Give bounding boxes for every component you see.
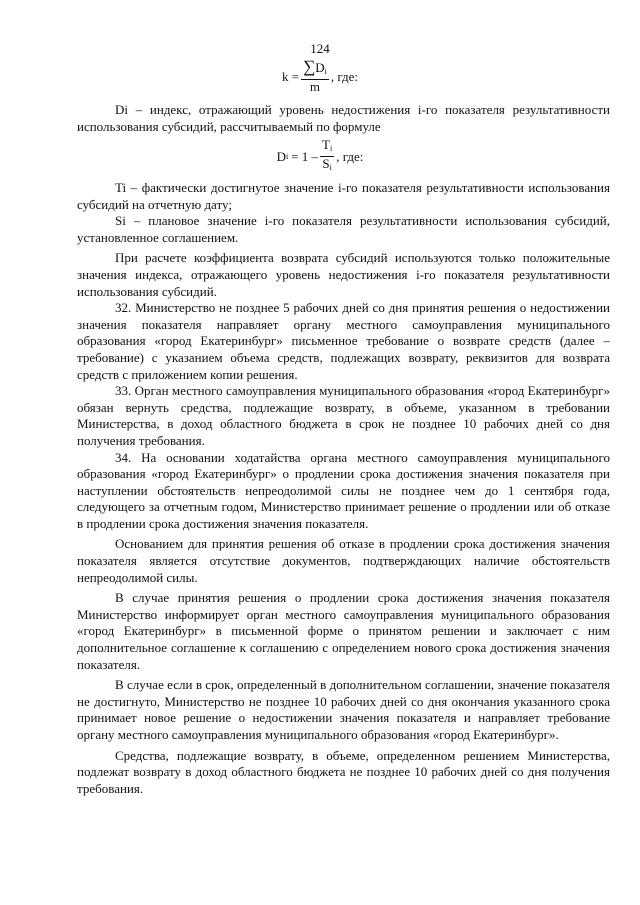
paragraph: Ti – фактически достигнутое значение i-го показателя результативности использования субсидий на отчетную дату;	[77, 180, 610, 212]
paragraph: 33. Орган местного самоуправления муниципального образования «город Екатеринбург» обязан вернуть средства, подлежащие возврату, в объеме, указанном в требовании Министерства, в доход областного бюджета в срок не позднее 10 рабочих дней со дня получения требования.	[77, 383, 610, 448]
formula-d-fraction	[320, 138, 334, 175]
formula-d-numerator	[320, 138, 334, 157]
page-number: 124	[310, 41, 330, 56]
formula-k-fraction	[301, 57, 329, 94]
formula-d	[0, 138, 640, 175]
document-body	[77, 180, 610, 797]
formula-d-den-sub: i	[329, 163, 332, 172]
paragraph: Si – плановое значение i-го показателя результативности использования субсидий, установленное соглашением.	[77, 213, 610, 245]
paragraph: Di – индекс, отражающий уровень недостижения i-го показателя результативности использования субсидий, рассчитываемый по формуле	[77, 102, 610, 134]
formula-d-num-var: T	[322, 137, 330, 152]
formula-k-lhs: k =	[281, 69, 300, 84]
formula-k-num-sub: i	[324, 67, 327, 76]
formula-d-lhs-var: D	[276, 148, 286, 164]
formula-k-sigma: ∑	[303, 57, 316, 76]
paragraph: Основанием для принятия решения об отказе в продлении срока достижения значения показателя является отсутствие документов, подтверждающих наличие обстоятельств непреодолимой силы.	[77, 536, 610, 585]
paragraph: 34. На основании ходатайства органа местного самоуправления муниципального образования «город Екатеринбург» о продлении срока достижения значения показателя при наступлении обстоятельств непреодолимой силы не позднее чем до 1 сентября года, следующего за отчетным годом, Министерство принимает решение о продлении или об отказе в продлении срока достижения значения показателя.	[77, 449, 610, 531]
formula-k	[0, 57, 640, 94]
paragraph-di-definition	[77, 102, 610, 135]
formula-k-numerator	[301, 57, 329, 80]
formula-d-denominator	[320, 157, 333, 175]
formula-k-denominator: m	[309, 79, 321, 94]
paragraph: В случае принятия решения о продлении срока достижения значения показателя Министерство информирует орган местного самоуправления муниципального образования «город Екатеринбург» в письменной форме о принятом решении и заключает с ним дополнительное соглашение к соглашению с определением нового срока достижения значения показателя.	[77, 590, 610, 672]
formula-d-eq: = 1 –	[291, 148, 319, 164]
formula-d-den-var: S	[322, 156, 330, 171]
formula-k-tail: , где:	[330, 69, 359, 84]
paragraph: При расчете коэффициента возврата субсидий используются только положительные значения индекса, отражающего уровень недостижения i-го показателя результативности использования субсидий.	[77, 250, 610, 299]
paragraph: В случае если в срок, определенный в дополнительном соглашении, значение показателя не достигнуто, Министерство не позднее 10 рабочих дней со дня окончания указанного срока принимает новое решение о недостижении значения показателя и направляет требование органу местного самоуправления муниципального образования «город Екатеринбург».	[77, 677, 610, 742]
formula-d-lhs-sub: i	[285, 152, 289, 161]
paragraph: 32. Министерство не позднее 5 рабочих дней со дня принятия решения о недостижении значения показателя направляет органу местного самоуправления муниципального образования «город Екатеринбург» письменное требование о возврате средств (далее – требование) с указанием объема средств, подлежащих возврату, реквизитов для возврата средств с приложением копии решения.	[77, 300, 610, 382]
formula-d-tail: , где:	[336, 148, 364, 164]
paragraph: Средства, подлежащие возврату, в объеме, определенном решением Министерства, подлежат возврату в доход областного бюджета не позднее 10 рабочих дней со дня получения требования.	[77, 747, 610, 796]
formula-k-num-var: D	[315, 60, 325, 75]
formula-d-num-sub: i	[330, 144, 333, 153]
